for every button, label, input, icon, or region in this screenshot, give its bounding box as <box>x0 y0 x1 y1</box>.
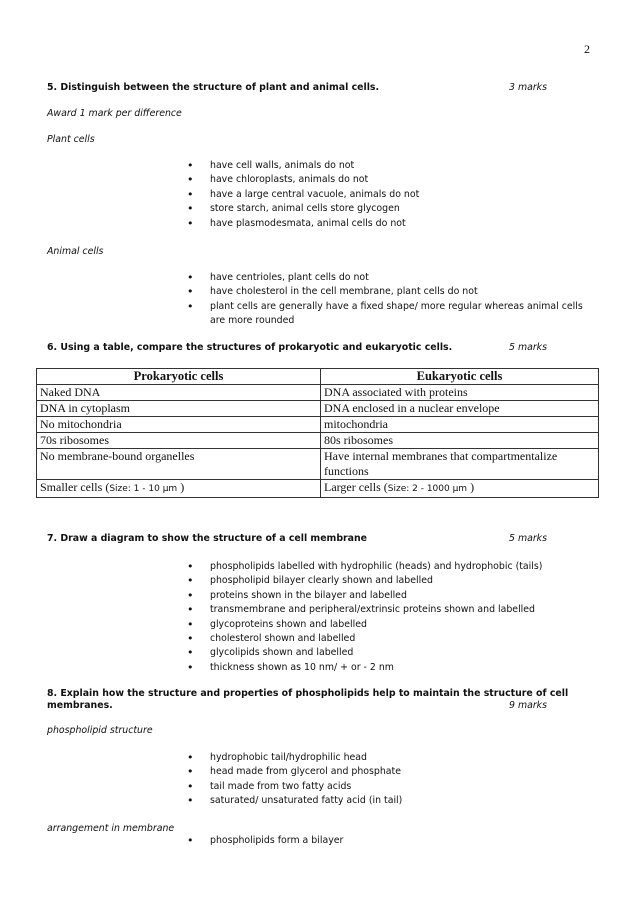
cell-text: Larger cells ( <box>324 480 388 494</box>
q8-structure-list <box>184 751 584 809</box>
q5-marks: 3 marks <box>509 82 547 93</box>
q8-marks: 9 marks <box>509 700 547 711</box>
page-number: 2 <box>584 42 590 56</box>
size-range: Size: 2 - 1000 µm <box>387 484 468 494</box>
list-item: • phospholipids form a bilayer <box>184 834 584 848</box>
q6-title: 6. Using a table, compare the structures of prokaryotic and eukaryotic cells. <box>47 342 453 353</box>
list-item: • have a large central vacuole, animals do not <box>184 188 584 202</box>
q7-list <box>184 560 604 675</box>
table-cell: DNA associated with proteins <box>321 385 599 401</box>
table-cell <box>37 480 321 498</box>
q5-title: 5. Distinguish between the structure of plant and animal cells. <box>47 82 380 93</box>
table-row <box>37 480 599 498</box>
q6-marks: 5 marks <box>509 342 547 353</box>
list-item: • have centrioles, plant cells do not <box>184 271 584 285</box>
table-row <box>37 449 599 480</box>
table-header-row <box>37 369 599 385</box>
table-cell: Have internal membranes that compartmentalize functions <box>321 449 599 480</box>
q8-arrangement-list <box>184 834 584 848</box>
q5-animal-list <box>184 271 584 329</box>
q5-note: Award 1 mark per difference <box>47 108 182 119</box>
table-row <box>37 433 599 449</box>
table-cell: 80s ribosomes <box>321 433 599 449</box>
list-item: • phospholipid bilayer clearly shown and labelled <box>184 574 604 588</box>
table-row <box>37 385 599 401</box>
list-item: • have cell walls, animals do not <box>184 159 584 173</box>
q5-plant-label: Plant cells <box>47 134 95 145</box>
list-item: • have chloroplasts, animals do not <box>184 173 584 187</box>
table-cell: DNA enclosed in a nuclear envelope <box>321 401 599 417</box>
q8-title-line1: 8. Explain how the structure and properties of phospholipids help to maintain the structure of cell <box>47 688 569 699</box>
table-row <box>37 417 599 433</box>
list-item: • saturated/ unsaturated fatty acid (in tail) <box>184 794 584 808</box>
list-item: • hydrophobic tail/hydrophilic head <box>184 751 584 765</box>
q7-marks: 5 marks <box>509 533 547 544</box>
column-header-eukaryotic: Eukaryotic cells <box>321 369 599 385</box>
q8-arrangement-label: arrangement in membrane <box>47 823 175 834</box>
q7-title: 7. Draw a diagram to show the structure of a cell membrane <box>47 533 368 544</box>
table-row <box>37 401 599 417</box>
q8-structure-label: phospholipid structure <box>47 725 153 736</box>
cell-text-close: ) <box>177 480 185 494</box>
column-header-prokaryotic: Prokaryotic cells <box>37 369 321 385</box>
q5-animal-label: Animal cells <box>47 246 104 257</box>
table-cell: Naked DNA <box>37 385 321 401</box>
list-item: • plant cells are generally have a fixed shape/ more regular whereas animal cells are more rounded <box>184 300 584 329</box>
list-item: • store starch, animal cells store glycogen <box>184 202 584 216</box>
table-cell: mitochondria <box>321 417 599 433</box>
table-cell: DNA in cytoplasm <box>37 401 321 417</box>
table-cell: No mitochondria <box>37 417 321 433</box>
list-item: • head made from glycerol and phosphate <box>184 765 584 779</box>
list-item: • glycolipids shown and labelled <box>184 646 604 660</box>
cell-text: Smaller cells ( <box>40 480 110 494</box>
list-item: • tail made from two fatty acids <box>184 780 584 794</box>
list-item: • transmembrane and peripheral/extrinsic proteins shown and labelled <box>184 603 604 617</box>
table-cell <box>321 480 599 498</box>
cell-text-close: ) <box>467 480 475 494</box>
table-cell: 70s ribosomes <box>37 433 321 449</box>
list-item: • have plasmodesmata, animal cells do not <box>184 217 584 231</box>
list-item: • cholesterol shown and labelled <box>184 632 604 646</box>
comparison-table <box>36 368 599 498</box>
table-cell: No membrane-bound organelles <box>37 449 321 480</box>
q5-plant-list <box>184 159 584 231</box>
list-item: • thickness shown as 10 nm/ + or - 2 nm <box>184 661 604 675</box>
list-item: • have cholesterol in the cell membrane, plant cells do not <box>184 285 584 299</box>
list-item: • glycoproteins shown and labelled <box>184 618 604 632</box>
list-item: • phospholipids labelled with hydrophilic (heads) and hydrophobic (tails) <box>184 560 604 574</box>
q8-title-line2: membranes. <box>47 700 113 711</box>
list-item: • proteins shown in the bilayer and labelled <box>184 589 604 603</box>
size-range: Size: 1 - 10 µm <box>109 484 178 494</box>
